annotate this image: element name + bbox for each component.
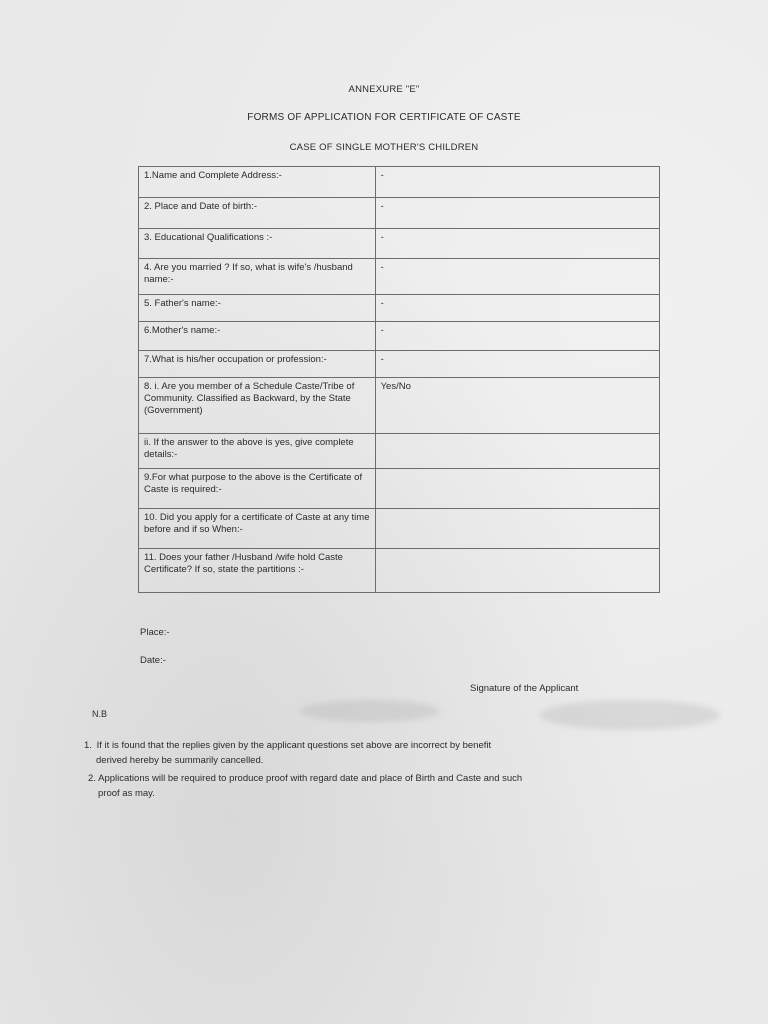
- table-row: [139, 295, 660, 322]
- question-cell: 4. Are you married ? If so, what is wife's /husband name:-: [139, 259, 376, 295]
- table-row: [139, 351, 660, 378]
- table-row: [139, 322, 660, 351]
- answer-cell: -: [375, 295, 659, 322]
- answer-cell: -: [375, 167, 659, 198]
- place-label: Place:-: [140, 627, 170, 638]
- answer-cell: [375, 434, 659, 469]
- table-row: [139, 549, 660, 593]
- question-cell: 2. Place and Date of birth:-: [139, 198, 376, 229]
- signature-label: Signature of the Applicant: [470, 683, 579, 694]
- question-cell: 9.For what purpose to the above is the Certificate of Caste is required:-: [139, 469, 376, 509]
- table-row: [139, 434, 660, 469]
- table-row: [139, 509, 660, 549]
- answer-cell: -: [375, 351, 659, 378]
- table-row: [139, 167, 660, 198]
- answer-cell: [375, 469, 659, 509]
- annexure-title: ANNEXURE "E": [348, 84, 420, 95]
- table-row: [139, 229, 660, 259]
- question-cell: 11. Does your father /Husband /wife hold Caste Certificate? If so, state the partitions :-: [139, 549, 376, 593]
- note-text: Applications will be required to produce proof with regard date and place of Birth and Caste and such: [98, 773, 523, 784]
- table-row: [139, 198, 660, 229]
- table-row: [139, 378, 660, 434]
- form-subtitle: CASE OF SINGLE MOTHER'S CHILDREN: [289, 142, 479, 153]
- note-text-continued: proof as may.: [98, 788, 155, 799]
- note-number: 2.: [88, 773, 96, 784]
- date-label: Date:-: [140, 655, 166, 666]
- question-cell: 1.Name and Complete Address:-: [139, 167, 376, 198]
- question-cell: 10. Did you apply for a certificate of Caste at any time before and if so When:-: [139, 509, 376, 549]
- note-item: [84, 738, 608, 768]
- table-row: [139, 469, 660, 509]
- question-cell: 8. i. Are you member of a Schedule Caste/Tribe of Community. Classified as Backward, by the State (Government): [139, 378, 376, 434]
- question-cell: ii. If the answer to the above is yes, give complete details:-: [139, 434, 376, 469]
- answer-cell: [375, 509, 659, 549]
- nb-label: N.B: [92, 709, 108, 719]
- question-cell: 3. Educational Qualifications :-: [139, 229, 376, 259]
- form-title: FORMS OF APPLICATION FOR CERTIFICATE OF CASTE: [247, 112, 521, 123]
- answer-cell: [375, 549, 659, 593]
- note-text-continued: derived hereby be summarily cancelled.: [96, 755, 264, 766]
- note-item: [88, 771, 608, 801]
- question-cell: 7.What is his/her occupation or profession:-: [139, 351, 376, 378]
- answer-cell: -: [375, 198, 659, 229]
- scan-smudge: [540, 700, 720, 730]
- answer-cell: -: [375, 229, 659, 259]
- table-row: [139, 259, 660, 295]
- question-cell: 5. Father's name:-: [139, 295, 376, 322]
- application-form-table: [138, 166, 660, 593]
- answer-cell: Yes/No: [375, 378, 659, 434]
- question-cell: 6.Mother's name:-: [139, 322, 376, 351]
- scan-smudge: [300, 700, 440, 722]
- answer-cell: -: [375, 259, 659, 295]
- note-number: 1.: [84, 740, 92, 751]
- answer-cell: -: [375, 322, 659, 351]
- note-text: If it is found that the replies given by the applicant questions set above are incorrect by benefit: [96, 740, 492, 751]
